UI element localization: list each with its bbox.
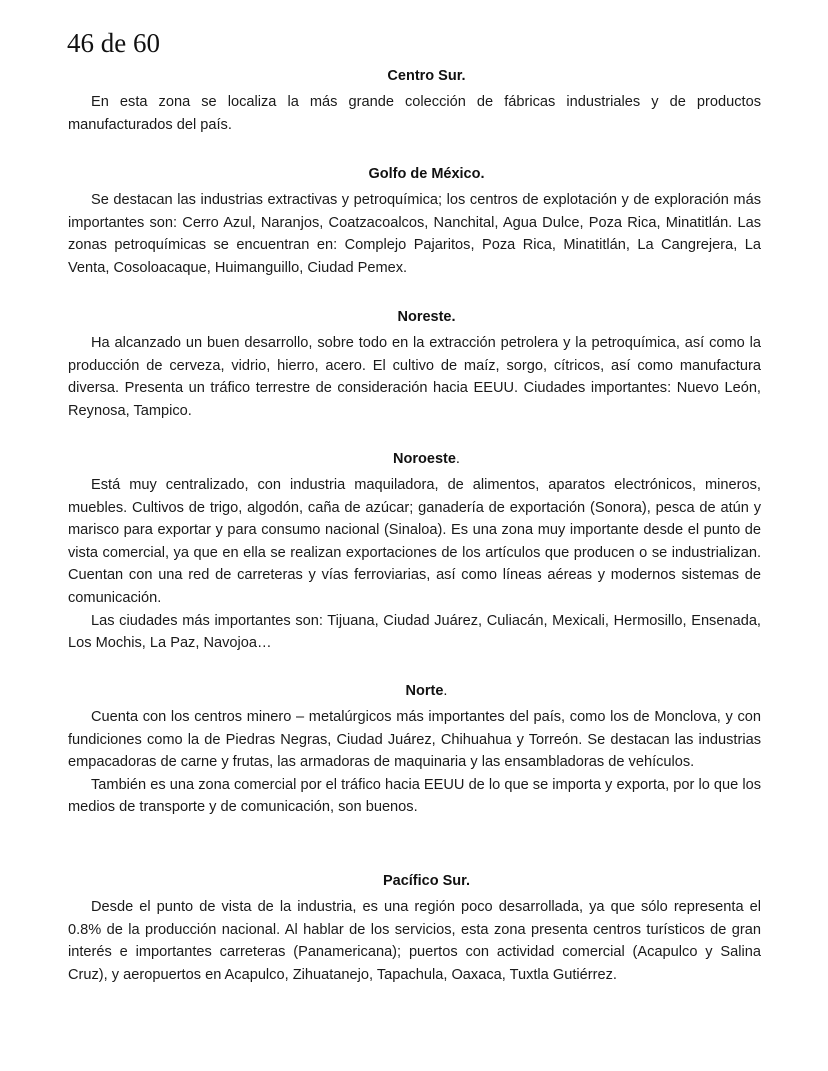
section-pacifico-sur [68, 870, 761, 986]
section-heading: Pacífico Sur. [382, 873, 471, 889]
section-paragraph: Está muy centralizado, con industria maquiladora, de alimentos, aparatos electrónicos, mineros, muebles. Cultivos de trigo, algodón, caña de azúcar; ganadería de exportación (Sonora), pesca de atún y marisco para exportar y para consumo nacional (Sinaloa). Es una zona muy importante desde el punto de vista comercial, ya que en ella se realizan exportaciones de los artículos que producen o se industrializan. Cuentan con una red de carreteras y vías ferroviarias, así como líneas aéreas y modernos sistemas de comunicación. [68, 477, 761, 606]
section-heading-text: Noroeste [393, 451, 456, 467]
section-norte [68, 680, 761, 819]
section-paragraph: Se destacan las industrias extractivas y petroquímica; los centros de explotación y de exploración más importantes son: Cerro Azul, Naranjos, Coatzacoalcos, Nanchital, Agua Dulce, Poza Rica, Minatitlán. Las zonas petroquímicas se encuentran en: Complejo Pajaritos, Poza Rica, Minatitlán, La Cangrejera, La Venta, Cosoloacaque, Huimanguillo, Ciudad Pemex. [68, 192, 761, 276]
section-paragraph: Ha alcanzado un buen desarrollo, sobre todo en la extracción petrolera y la petroquímica, así como la producción de cerveza, vidrio, hierro, acero. El cultivo de maíz, sorgo, cítricos, así como manufactura diversa. Presenta un tráfico terrestre de consideración hacia EEUU. Ciudades importantes: Nuevo León, Reynosa, Tampico. [68, 335, 761, 419]
section-heading: Noreste. [397, 309, 456, 325]
section-heading: Centro Sur. [387, 68, 466, 84]
section-paragraph: En esta zona se localiza la más grande colección de fábricas industriales y de productos manufacturados del país. [68, 94, 761, 133]
section-golfo-de-mexico [68, 163, 761, 279]
section-paragraph: Desde el punto de vista de la industria, es una región poco desarrollada, ya que sólo representa el 0.8% de la producción nacional. Al hablar de los servicios, esta zona presenta centros turísticos de gran interés e importantes carreteras (Panamericana); puertos con actividad comercial (Acapulco y Salina Cruz), y aeropuertos en Acapulco, Zihuatanejo, Tapachula, Oaxaca, Tuxtla Gutiérrez. [68, 899, 761, 983]
section-noroeste [68, 448, 761, 655]
section-heading [68, 448, 761, 470]
section-paragraph: Cuenta con los centros minero – metalúrgicos más importantes del país, como los de Monclova, y con fundiciones como la de Piedras Negras, Ciudad Juárez, Chihuahua y Torreón. Se destacan las industrias empacadoras de carne y frutas, las armadoras de maquinaria y las ensambladoras de vehículos. [68, 709, 761, 771]
section-centro-sur [68, 65, 761, 136]
page-indicator: 46 de 60 [67, 28, 160, 58]
section-paragraph: Las ciudades más importantes son: Tijuana, Ciudad Juárez, Culiacán, Mexicali, Hermosillo, Ensenada, Los Mochis, La Paz, Navojoa… [68, 612, 761, 652]
section-heading-text: Norte [405, 683, 444, 699]
section-noreste [68, 306, 761, 422]
section-heading-suffix: . [443, 683, 448, 699]
section-paragraph: También es una zona comercial por el tráfico hacia EEUU de lo que se importa y exporta, por lo que los medios de transporte y de comunicación, son buenos. [68, 776, 761, 816]
section-heading [68, 680, 761, 702]
section-heading-suffix: . [455, 451, 460, 467]
section-heading: Golfo de México. [368, 166, 485, 182]
